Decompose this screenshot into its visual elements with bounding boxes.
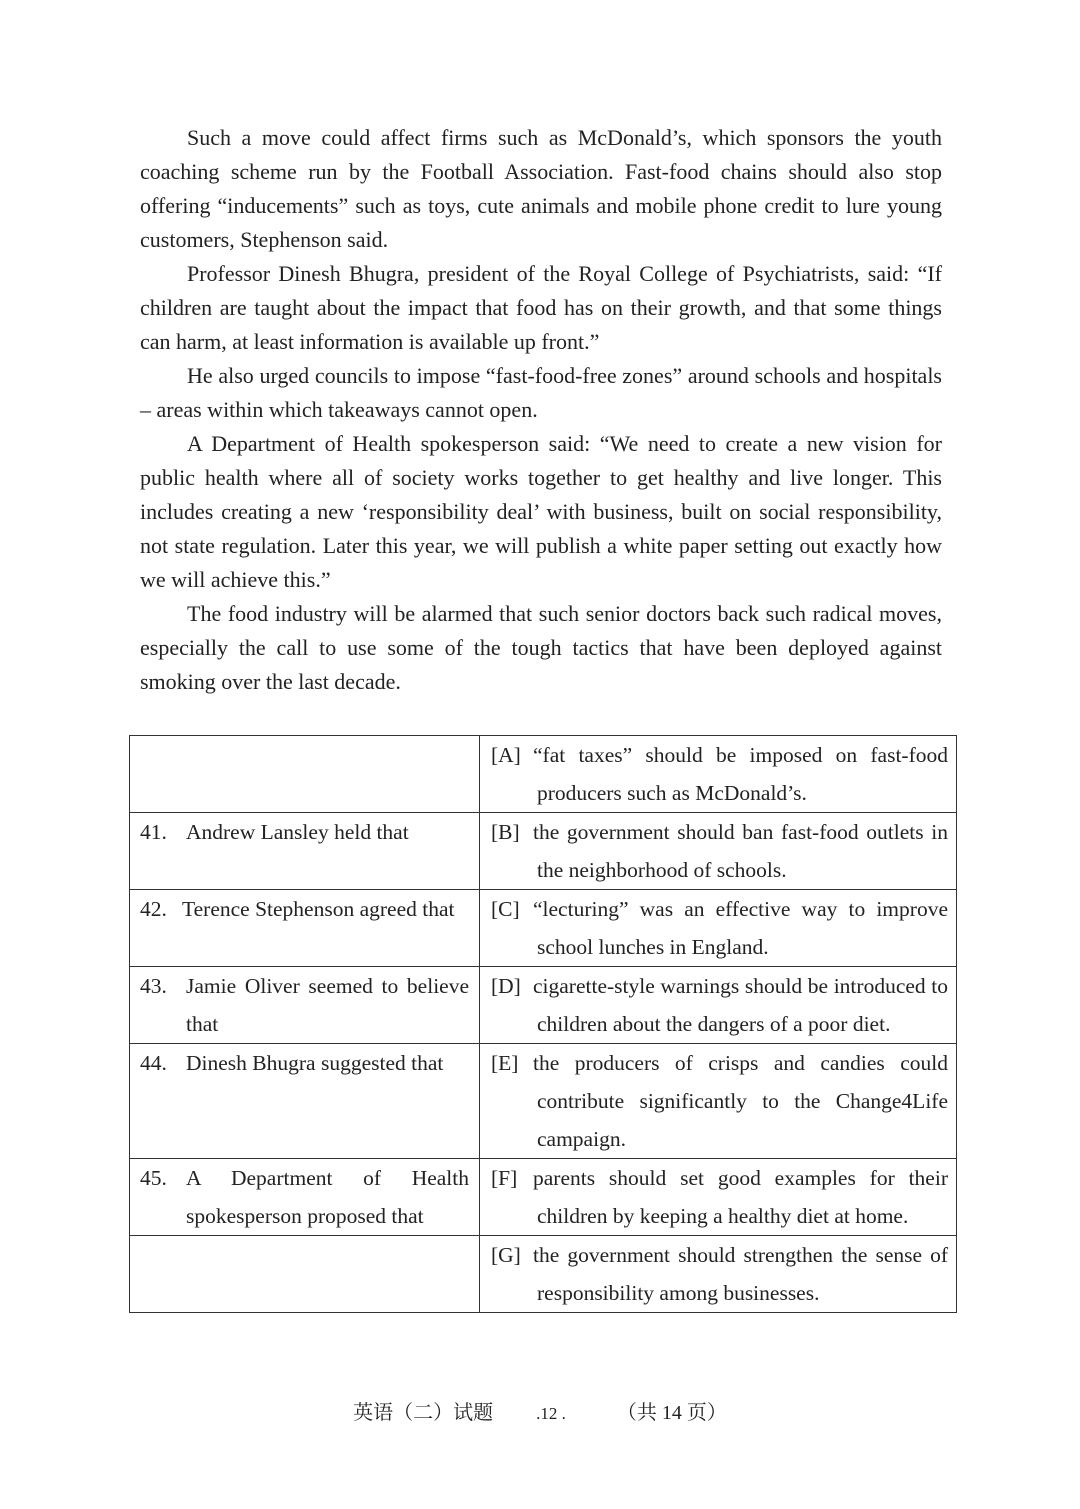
reading-passage — [140, 121, 942, 699]
matching-table — [129, 735, 957, 1313]
passage-paragraph-2: Professor Dinesh Bhugra, president of the Royal College of Psychiatrists, said: “If children are taught about the impact that food has on their growth, and that some things can harm, at least information is available up front.” — [140, 261, 942, 354]
table-row — [130, 813, 957, 890]
option-a — [491, 736, 948, 812]
option-cell — [480, 967, 957, 1044]
question-number: 44. — [140, 1051, 167, 1075]
option-d — [491, 967, 948, 1043]
question-cell — [130, 1044, 480, 1159]
option-letter: [C] — [491, 897, 520, 921]
question-text: A Department of Health spokesperson proposed that — [186, 1166, 469, 1228]
question-44 — [140, 1044, 469, 1082]
option-letter: [E] — [491, 1051, 519, 1075]
question-text: Andrew Lansley held that — [186, 820, 409, 844]
passage-paragraph-3: He also urged councils to impose “fast-food-free zones” around schools and hospitals – areas within which takeaways cannot open. — [140, 363, 942, 422]
option-text: the producers of crisps and candies could contribute significantly to the Change4Life campaign. — [533, 1051, 948, 1151]
option-letter: [B] — [491, 820, 520, 844]
table-row — [130, 1044, 957, 1159]
option-b — [491, 813, 948, 889]
question-cell — [130, 1159, 480, 1236]
table-row — [130, 1236, 957, 1313]
question-41 — [140, 813, 469, 851]
question-text: Dinesh Bhugra suggested that — [186, 1051, 444, 1075]
option-letter: [F] — [491, 1166, 518, 1190]
exam-title: 英语（二）试题 — [353, 1402, 494, 1424]
question-cell — [130, 1236, 480, 1313]
question-cell — [130, 890, 480, 967]
option-cell — [480, 1044, 957, 1159]
question-number: 42. — [140, 897, 167, 921]
option-text: the government should ban fast-food outlets in the neighborhood of schools. — [533, 820, 948, 882]
question-cell — [130, 967, 480, 1044]
table-row — [130, 967, 957, 1044]
option-letter: [G] — [491, 1243, 521, 1267]
question-number: 45. — [140, 1166, 167, 1190]
option-c — [491, 890, 948, 966]
question-42 — [140, 890, 469, 928]
option-letter: [D] — [491, 974, 521, 998]
page-footer — [0, 1396, 1080, 1425]
option-cell — [480, 813, 957, 890]
question-number: 41. — [140, 820, 167, 844]
table-row — [130, 1159, 957, 1236]
question-number: 43. — [140, 974, 167, 998]
option-e — [491, 1044, 948, 1158]
option-g — [491, 1236, 948, 1312]
total-pages: （共 14 页） — [616, 1402, 727, 1424]
option-cell — [480, 1159, 957, 1236]
page-number: .12 . — [536, 1404, 566, 1423]
passage-paragraph-1: Such a move could affect firms such as McDonald’s, which sponsors the youth coaching scheme run by the Football Association. Fast-food chains should also stop offering “inducements” such as toys, cute animals and mobile phone credit to lure young customers, Stephenson said. — [140, 125, 942, 252]
question-text: Jamie Oliver seemed to believe that — [186, 974, 469, 1036]
option-f — [491, 1159, 948, 1235]
option-cell — [480, 890, 957, 967]
option-text: “lecturing” was an effective way to improve school lunches in England. — [533, 897, 948, 959]
option-cell — [480, 736, 957, 813]
option-text: the government should strengthen the sense of responsibility among businesses. — [533, 1243, 948, 1305]
table-row — [130, 736, 957, 813]
option-text: cigarette-style warnings should be introduced to children about the dangers of a poor diet. — [533, 974, 948, 1036]
question-text: Terence Stephenson agreed that — [182, 897, 455, 921]
option-text: parents should set good examples for their children by keeping a healthy diet at home. — [533, 1166, 948, 1228]
option-text: “fat taxes” should be imposed on fast-food producers such as McDonald’s. — [533, 743, 948, 805]
option-letter: [A] — [491, 743, 521, 767]
question-43 — [140, 967, 469, 1043]
option-cell — [480, 1236, 957, 1313]
question-cell — [130, 736, 480, 813]
question-45 — [140, 1159, 469, 1235]
passage-paragraph-5: The food industry will be alarmed that such senior doctors back such radical moves, especially the call to use some of the tough tactics that have been deployed against smoking over the last decade. — [140, 601, 942, 694]
table-row — [130, 890, 957, 967]
passage-paragraph-4: A Department of Health spokesperson said: “We need to create a new vision for public health where all of society works together to get healthy and live longer. This includes creating a new ‘responsibility deal’ with business, built on social responsibility, not state regulation. Later this year, we will publish a white paper setting out exactly how we will achieve this.” — [140, 431, 942, 592]
question-cell — [130, 813, 480, 890]
